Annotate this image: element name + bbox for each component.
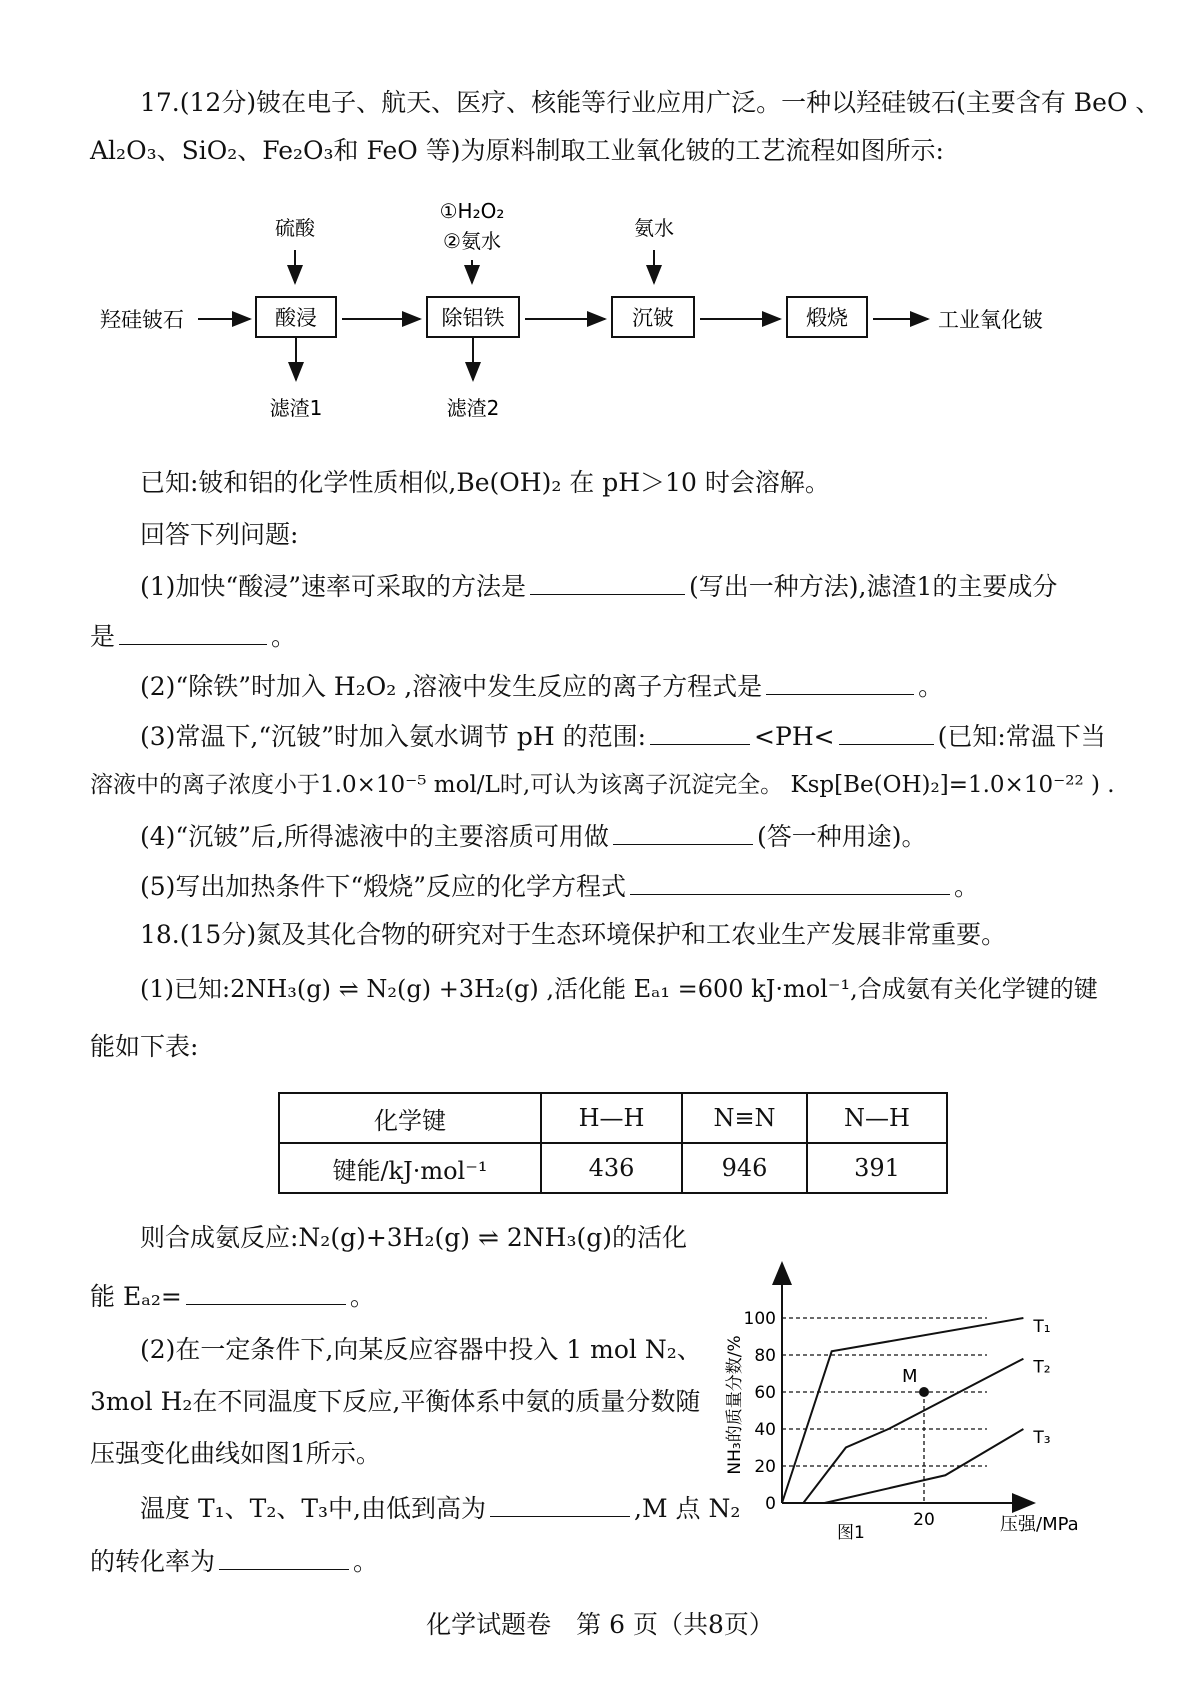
q17-part1 (140, 568, 1057, 604)
q18-p2-conv: 的转化率为 (90, 1547, 216, 1576)
table-header-cell: 化学键 (279, 1093, 541, 1143)
y-axis-label: NH₃的质量分数/% (725, 1335, 745, 1475)
q17-answer-prompt: 回答下列问题: (140, 520, 299, 549)
residue-1: 滤渣1 (269, 396, 323, 420)
q17-p4-text-b: (答一种用途)。 (756, 822, 927, 851)
q18-p2-end: 。 (353, 1547, 379, 1576)
q17-part5 (140, 868, 979, 904)
reagent-sulfuric-acid: 硫酸 (275, 216, 315, 240)
process-flow-diagram (100, 185, 1080, 425)
answer-blank-2[interactable] (766, 668, 914, 695)
table-cell: 436 (541, 1143, 682, 1193)
point-m-label: M (902, 1366, 918, 1387)
q17-p4-text-a: (4)“沉铍”后,所得滤液中的主要溶质可用做 (140, 822, 609, 851)
q17-p3-text-b: <PH< (754, 722, 835, 751)
answer-blank-3b[interactable] (839, 718, 934, 745)
q18-part1-text-d (90, 1278, 375, 1314)
table-cell: 键能/kJ·mol⁻¹ (279, 1143, 541, 1193)
raw-material: 羟硅铍石 (100, 308, 184, 332)
q17-part3-cont: 溶液中的离子浓度小于1.0×10⁻⁵ mol/L时,可认为该离子沉淀完全。 Ksp[Be(OH)₂]=1.0×10⁻²² ) . (90, 772, 1115, 798)
table-row (279, 1143, 947, 1193)
q17-p1-text-b: (写出一种方法),滤渣1的主要成分 (688, 572, 1058, 601)
q18-part2-text-e (90, 1543, 378, 1579)
q17-p1-text-a: (1)加快“酸浸”速率可采取的方法是 (140, 572, 526, 601)
q17-part2 (140, 668, 943, 704)
q17-part4 (140, 818, 926, 854)
reagent-ammonia-2: 氨水 (634, 216, 674, 240)
table-header-cell: H—H (541, 1093, 682, 1143)
y-tick-label: 40 (754, 1420, 776, 1440)
answer-blank-ea2[interactable] (186, 1278, 346, 1305)
y-tick-label: 0 (765, 1494, 776, 1514)
residue-2: 滤渣2 (446, 396, 500, 420)
step-calcine: 煅烧 (806, 306, 848, 330)
y-tick-label: 60 (754, 1383, 776, 1403)
x-tick-label: 20 (913, 1510, 935, 1530)
step-acid-leach: 酸浸 (275, 306, 317, 330)
table-row (279, 1093, 947, 1143)
q18-part1-text-c: 则合成氨反应:N₂(g)+3H₂(g) ⇌ 2NH₃(g)的活化 (140, 1223, 687, 1252)
q18-part1-text: (1)已知:2NH₃(g) ⇌ N₂(g) +3H₂(g) ,活化能 Eₐ₁ =600 kJ·mol⁻¹,合成氨有关化学键的键 (140, 975, 1098, 1003)
step-precipitate-be: 沉铍 (632, 306, 674, 330)
q17-intro-line1: 17.(12分)铍在电子、航天、医疗、核能等行业应用广泛。一种以羟硅铍石(主要含有 BeO 、 (140, 88, 1161, 117)
answer-blank-order[interactable] (490, 1490, 630, 1517)
q17-p3-text-a: (3)常温下,“沉铍”时加入氨水调节 pH 的范围: (140, 722, 647, 751)
q17-intro-line2: Al₂O₃、SiO₂、Fe₂O₃和 FeO 等)为原料制取工业氧化铍的工艺流程如图所示: (90, 136, 944, 165)
step-remove-al-fe: 除铝铁 (441, 306, 505, 330)
table-cell: 391 (807, 1143, 947, 1193)
q18-part2-text-d (140, 1490, 740, 1526)
bond-energy-table (278, 1092, 948, 1194)
table-cell: 946 (682, 1143, 807, 1193)
table-header-cell: N—H (807, 1093, 947, 1143)
q17-known: 已知:铍和铝的化学性质相似,Be(OH)₂ 在 pH＞10 时会溶解。 (140, 468, 830, 497)
answer-blank-3a[interactable] (650, 718, 750, 745)
reagent-h2o2: ①H₂O₂ (439, 199, 505, 223)
table-header-cell: N≡N (682, 1093, 807, 1143)
q17-p2-text-a: (2)“除铁”时加入 H₂O₂ ,溶液中发生反应的离子方程式是 (140, 672, 763, 701)
figure-caption: 图1 (837, 1523, 865, 1543)
y-tick-label: 100 (743, 1309, 776, 1329)
series-line (782, 1318, 1023, 1503)
q17-p1-text-d: 。 (271, 622, 297, 651)
q17-p2-text-b: 。 (918, 672, 944, 701)
q18-p2-order: 温度 T₁、T₂、T₃中,由低到高为 (140, 1494, 486, 1523)
product: 工业氧化铍 (938, 308, 1043, 332)
q17-p5-text-a: (5)写出加热条件下“煅烧”反应的化学方程式 (140, 872, 626, 901)
q17-p3-text-c: (已知:常温下当 (937, 722, 1106, 751)
page-footer: 化学试题卷 第 6 页（共8页） (426, 1610, 774, 1639)
q18-p2-m: ,M 点 N₂ (634, 1494, 741, 1523)
series-label: T₃ (1033, 1428, 1051, 1448)
y-tick-label: 80 (754, 1346, 776, 1366)
q18-p1-end: 。 (349, 1282, 375, 1311)
answer-blank-5[interactable] (630, 868, 950, 895)
answer-blank-conversion[interactable] (219, 1543, 349, 1570)
q17-p1-text-c: 是 (90, 622, 116, 651)
reagent-ammonia-1: ②氨水 (443, 229, 501, 253)
q17-p5-text-b: 。 (953, 872, 979, 901)
series-label: T₂ (1033, 1357, 1051, 1378)
figure-1-chart (720, 1255, 1140, 1595)
q18-part1-text-b: 能如下表: (90, 1032, 199, 1061)
x-axis-label: 压强/MPa (1000, 1514, 1079, 1535)
answer-blank-4[interactable] (613, 818, 753, 845)
q18-intro: 18.(15分)氮及其化合物的研究对于生态环境保护和工农业生产发展非常重要。 (140, 920, 1007, 949)
q17-part3 (140, 718, 1106, 754)
point-m-marker (919, 1387, 929, 1397)
series-label: T₁ (1033, 1317, 1051, 1337)
q18-part2-text-a: (2)在一定条件下,向某反应容器中投入 1 mol N₂、 (140, 1335, 702, 1364)
answer-blank-1a[interactable] (530, 568, 685, 595)
y-tick-label: 20 (754, 1457, 776, 1477)
answer-blank-1b[interactable] (119, 618, 267, 645)
q18-p1-ea2: 能 Eₐ₂= (90, 1282, 182, 1311)
q17-part1-cont (90, 618, 296, 654)
q18-part2-text-c: 压强变化曲线如图1所示。 (90, 1439, 381, 1468)
q18-part2-text-b: 3mol H₂在不同温度下反应,平衡体系中氨的质量分数随 (90, 1387, 701, 1416)
